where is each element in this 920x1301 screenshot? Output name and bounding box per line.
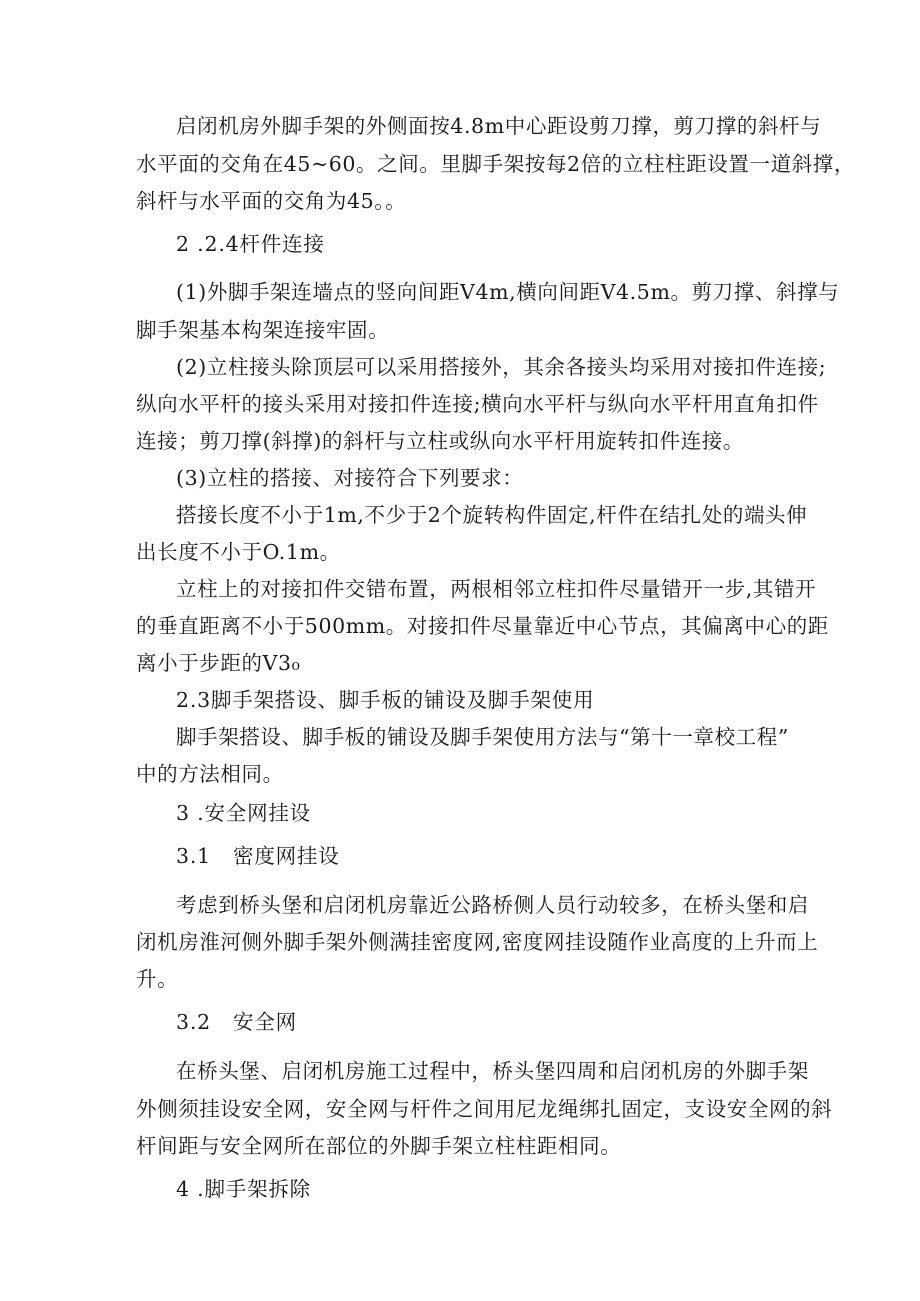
paragraph-line: 斜杆与水平面的交角为45。。	[136, 189, 407, 213]
paragraph-line: 连接；剪刀撑(斜撑)的斜杆与立柱或纵向水平杆用旋转扣件连接。	[136, 429, 744, 453]
section-heading: 2.3脚手架搭设、脚手板的铺设及脚手架使用	[176, 688, 595, 712]
section-heading	[176, 1007, 836, 1037]
paragraph-line: (3)立柱的搭接、对接符合下列要求：	[176, 466, 524, 490]
paragraph-line: 搭接长度不小于1m,不少于2个旋转构件固定,杆件在结扎处的端头伸	[176, 503, 808, 527]
paragraph-line: 外侧须挂设安全网，安全网与杆件之间用尼龙绳绑扎固定，支设安全网的斜	[136, 1097, 833, 1121]
paragraph-line: 启闭机房外脚手架的外侧面按4.8m中心距设剪刀撑，剪刀撑的斜杆与	[176, 114, 822, 138]
section-heading: 2 .2.4杆件连接	[176, 232, 325, 256]
paragraph-line: 纵向水平杆的接头采用对接扣件连接;横向水平杆与纵向水平杆用直角扣件	[136, 392, 819, 416]
section-heading	[176, 841, 836, 871]
paragraph-line: 的垂直距离不小于500mm。对接扣件尽量靠近中心节点，其偏离中心的距	[136, 614, 829, 638]
paragraph-line: 杆间距与安全网所在部位的外脚手架立柱柱距相同。	[136, 1134, 622, 1158]
section-number: 3.2	[176, 1010, 212, 1034]
paragraph-line: 出长度不小于O.1m。	[136, 540, 341, 564]
paragraph-line: 闭机房淮河侧外脚手架外侧满挂密度网,密度网挂设随作业高度的上升而上	[136, 930, 819, 954]
paragraph-line: (2)立柱接头除顶层可以采用搭接外，其余各接头均采用对接扣件连接;	[176, 355, 827, 379]
paragraph-line: 脚手架基本构架连接牢固。	[136, 318, 390, 342]
section-title: 密度网挂设	[233, 844, 340, 868]
paragraph-line: 中的方法相同。	[136, 762, 284, 786]
paragraph-line: 升。	[136, 967, 179, 991]
paragraph-line: 离小于步距的V3₀	[136, 651, 301, 675]
section-title: 安全网	[233, 1010, 297, 1034]
section-number: 3.1	[176, 844, 212, 868]
paragraph-line: 水平面的交角在45~60。之间。里脚手架按每2倍的立柱柱距设置一道斜撑，	[136, 152, 855, 176]
paragraph-line: 在桥头堡、启闭机房施工过程中，桥头堡四周和启闭机房的外脚手架	[176, 1059, 809, 1083]
section-heading: 3 .安全网挂设	[176, 801, 311, 825]
paragraph-line: 考虑到桥头堡和启闭机房靠近公路桥侧人员行动较多，在桥头堡和启	[176, 893, 809, 917]
section-heading: 4 .脚手架拆除	[176, 1177, 311, 1201]
paragraph-line: 立柱上的对接扣件交错布置，两根相邻立柱扣件尽量错开一步,其错开	[176, 577, 817, 601]
paragraph-line: (1)外脚手架连墙点的竖向间距V4m,横向间距V4.5m。剪刀撑、斜撑与	[176, 280, 840, 304]
paragraph-line: 脚手架搭设、脚手板的铺设及脚手架使用方法与“第十一章校工程”	[176, 725, 789, 749]
